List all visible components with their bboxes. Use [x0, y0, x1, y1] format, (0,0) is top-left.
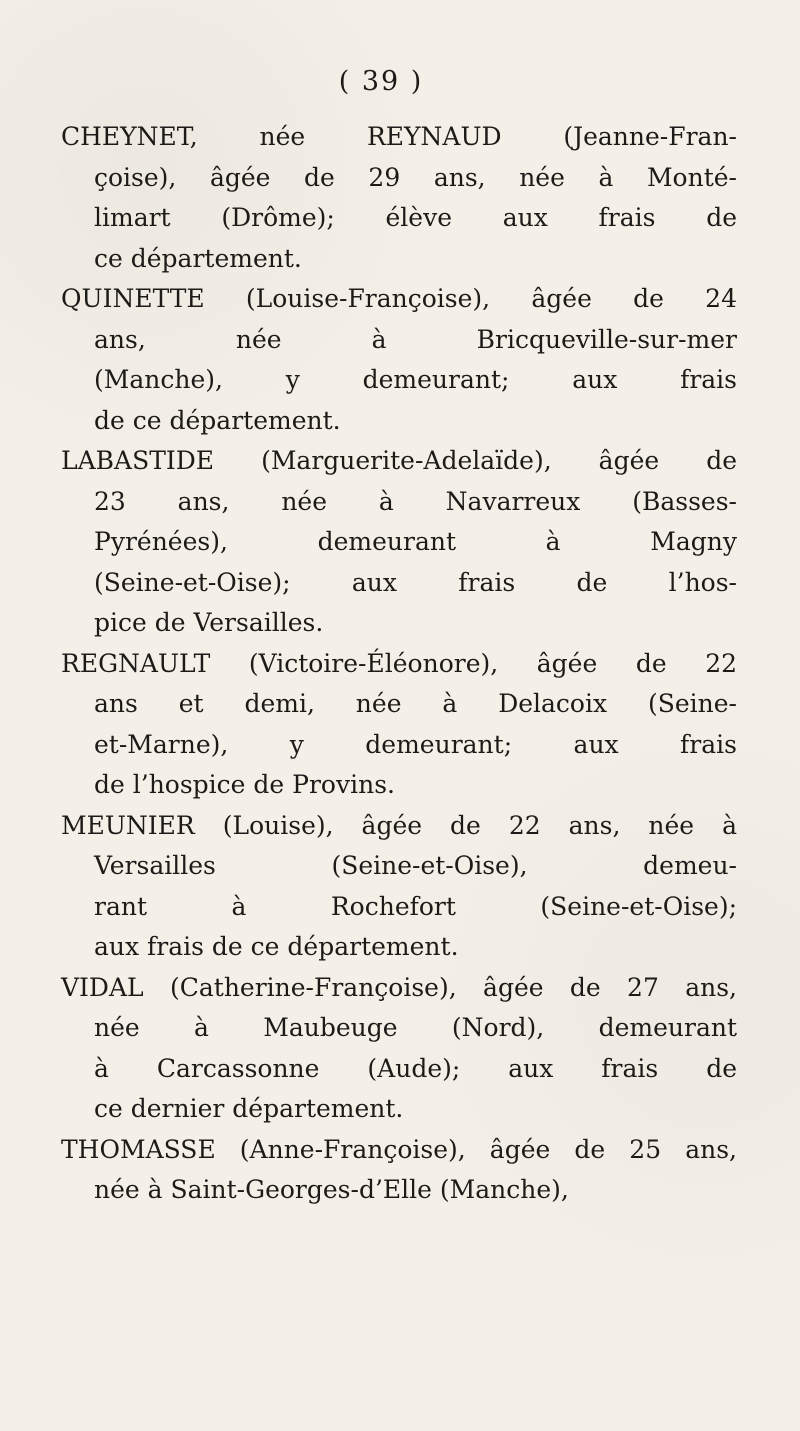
entry-line: ce département.: [94, 243, 302, 273]
entry-line: née à Saint-Georges-d’Elle (Manche),: [94, 1175, 569, 1204]
entry-line: ans et demi, née à Delacoix (Seine-: [94, 689, 737, 718]
entry-line: née à Maubeuge (Nord), demeurant: [94, 1013, 737, 1042]
entry-line: VIDAL (Catherine-Françoise), âgée de 27 ans,: [61, 972, 737, 1002]
entry-quinette: [61, 279, 737, 441]
entry-line: REGNAULT (Victoire-Éléonore), âgée de 22: [61, 648, 737, 678]
entry-line: Versailles (Seine-et-Oise), demeu-: [94, 851, 737, 880]
entry-labastide: [61, 441, 737, 644]
entries-list: [61, 117, 737, 1211]
entry-line: pice de Versailles.: [94, 608, 324, 637]
entry-line: à Carcassonne (Aude); aux frais de: [94, 1053, 737, 1083]
entry-line: MEUNIER (Louise), âgée de 22 ans, née à: [61, 810, 737, 840]
entry-vidal: [61, 968, 737, 1130]
entry-line: aux frais de ce département.: [94, 932, 459, 961]
page-number: ( 39 ): [338, 66, 424, 97]
entry-line: (Manche), y demeurant; aux frais: [94, 365, 737, 394]
entry-line: LABASTIDE (Marguerite-Adelaïde), âgée de: [61, 446, 737, 475]
entry-line: de l’hospice de Provins.: [94, 770, 395, 799]
entry-line: çoise), âgée de 29 ans, née à Monté-: [94, 162, 737, 192]
entry-cheynet: [61, 117, 737, 279]
entry-line: ans, née à Bricqueville-sur-mer: [94, 324, 737, 354]
entry-line: THOMASSE (Anne-Françoise), âgée de 25 ans,: [61, 1134, 737, 1164]
entry-line: QUINETTE (Louise-Françoise), âgée de 24: [61, 284, 737, 313]
entry-line: CHEYNET, née REYNAUD (Jeanne-Fran-: [61, 122, 737, 151]
entry-line: ce dernier département.: [94, 1094, 404, 1123]
entry-line: (Seine-et-Oise); aux frais de l’hos-: [94, 567, 737, 597]
entry-meunier: [61, 806, 737, 968]
entry-line: Pyrénées), demeurant à Magny: [94, 527, 737, 556]
entry-line: de ce département.: [94, 405, 341, 435]
entry-regnault: [61, 644, 737, 806]
entry-line: 23 ans, née à Navarreux (Basses-: [94, 486, 737, 516]
entry-line: et-Marne), y demeurant; aux frais: [94, 729, 737, 759]
entry-line: limart (Drôme); élève aux frais de: [94, 203, 737, 232]
entry-line: rant à Rochefort (Seine-et-Oise);: [94, 891, 737, 921]
entry-thomasse: [61, 1130, 737, 1211]
